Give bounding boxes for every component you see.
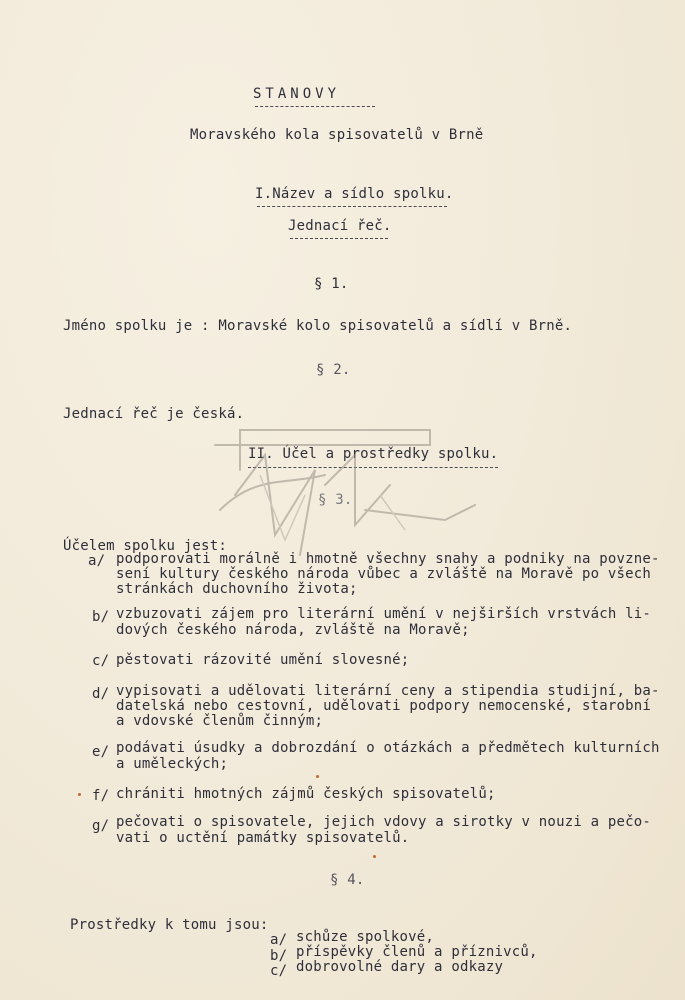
ink-dot [316, 775, 319, 778]
paragraph-2-label: § 2. [316, 362, 351, 378]
list-marker: e/ [92, 744, 110, 760]
list-marker: a/ [270, 932, 288, 948]
list-item-line: a vdovské členům činným; [116, 713, 324, 729]
list-marker: d/ [92, 686, 110, 702]
list-marker: b/ [92, 609, 110, 625]
list-item-line: dových českého národa, zvláště na Moravě; [116, 622, 470, 638]
paragraph-3-intro: Účelem spolku jest: [63, 538, 227, 554]
list-marker: b/ [270, 948, 288, 964]
list-item-line: podporovati morálně i hmotně všechny snahy a podniky na povzne- [116, 551, 660, 567]
list-item-line: stránkách duchovního života; [116, 581, 358, 597]
list-item-line: podávati úsudky a dobrozdání o otázkách a předmětech kulturních [116, 740, 660, 756]
paragraph-4-label: § 4. [330, 872, 365, 888]
paragraph-3-label: § 3. [318, 492, 353, 508]
title-underline [255, 106, 375, 107]
ink-dot [78, 793, 81, 796]
list-item-line: a uměleckých; [116, 756, 229, 772]
section-1-underline [257, 206, 447, 207]
list-item-line: vypisovati a udělovati literární ceny a stipendia studijní, ba- [116, 683, 660, 699]
list-item-line: schůze spolkové, [296, 929, 435, 945]
paragraph-4-intro: Prostředky k tomu jsou: [70, 917, 269, 933]
list-item-line: pečovati o spisovatele, jejich vdovy a sirotky v nouzi a pečo- [116, 814, 651, 830]
list-marker: c/ [92, 653, 110, 669]
list-marker: g/ [92, 818, 110, 834]
list-marker: c/ [270, 963, 288, 979]
list-item-line: příspěvky členů a příznivců, [296, 944, 538, 960]
section-1-sub-underline [290, 238, 388, 239]
paragraph-1-text: Jméno spolku je : Moravské kolo spisovatelů a sídlí v Brně. [63, 318, 573, 334]
section-1-heading: I.Název a sídlo spolku. [255, 186, 454, 202]
section-1-subheading: Jednací řeč. [288, 218, 392, 234]
list-item-line: pěstovati rázovité umění slovesné; [116, 652, 410, 668]
ink-dot [373, 855, 376, 858]
paragraph-2-text: Jednací řeč je česká. [63, 406, 245, 422]
list-marker: f/ [92, 788, 110, 804]
paragraph-1-label: § 1. [314, 276, 349, 292]
list-item-line: datelská nebo cestovní, udělovati podpory nemocenské, starobní [116, 698, 651, 714]
section-2-heading: II. Účel a prostředky spolku. [248, 446, 499, 462]
list-item-line: sení kultury českého národa vůbec a zvláště na Moravě po všech [116, 566, 651, 582]
list-marker: a/ [88, 553, 106, 569]
list-item-line: vzbuzovati zájem pro literární umění v nejširších vrstvách li- [116, 606, 651, 622]
list-item-line: vati o uctění památky spisovatelů. [116, 830, 410, 846]
list-item-line: dobrovolné dary a odkazy [296, 959, 504, 975]
document-subtitle: Moravského kola spisovatelů v Brně [190, 127, 484, 143]
document-title: STANOVY [253, 86, 341, 102]
stamp-signature-mark [205, 415, 480, 565]
list-item-line: chrániti hmotných zájmů českých spisovatelů; [116, 786, 496, 802]
